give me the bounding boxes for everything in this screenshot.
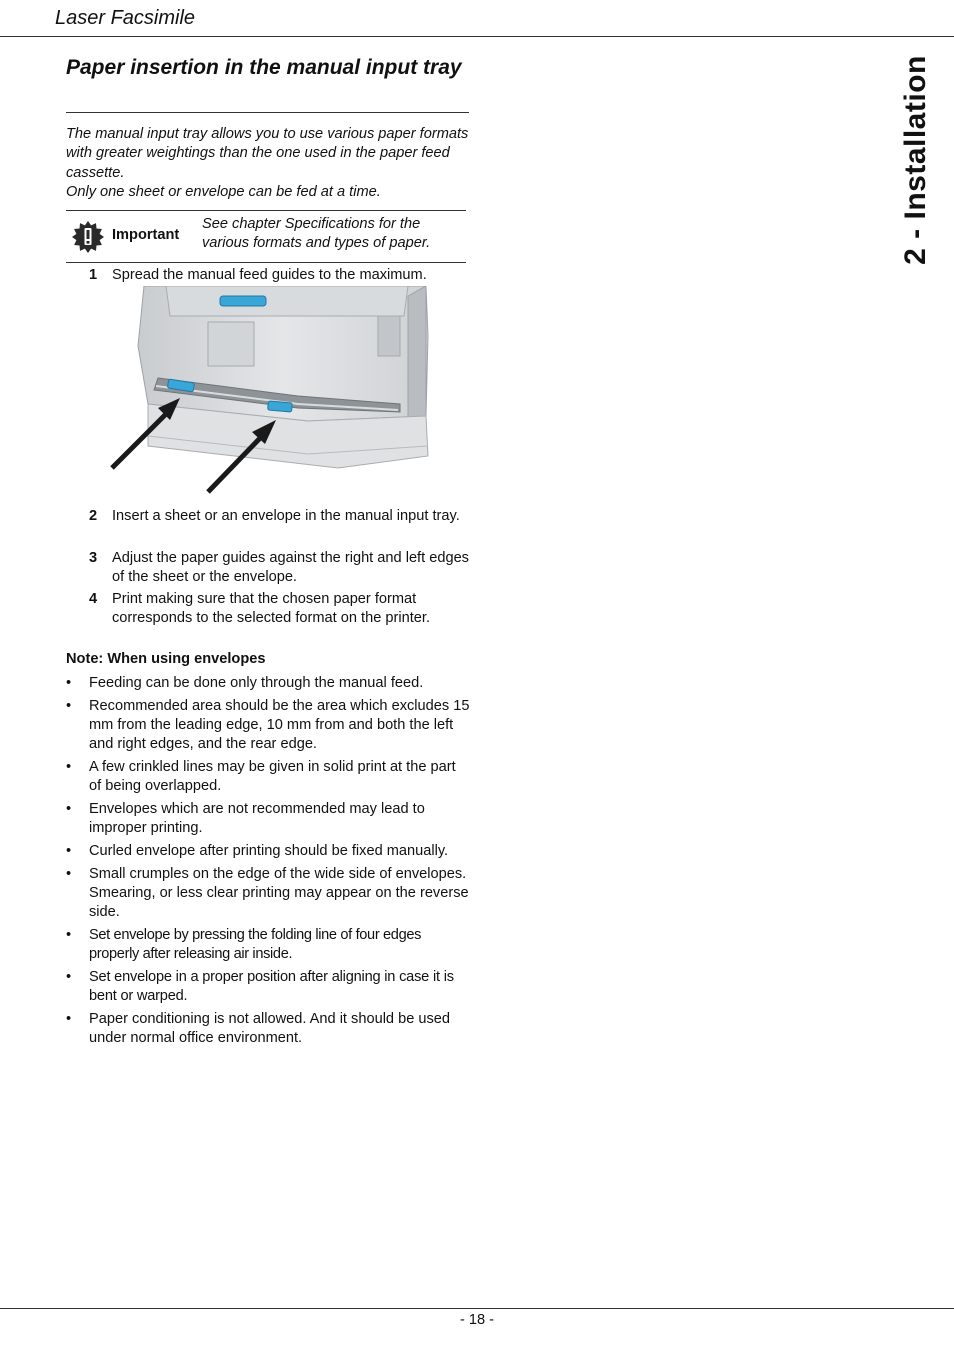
page-number: - 18 - bbox=[459, 1312, 495, 1328]
step-3 bbox=[89, 549, 469, 588]
step-text: Adjust the paper guides against the right and left edges of the sheet or the envelope. bbox=[112, 550, 469, 586]
running-header: Laser Facsimile bbox=[55, 7, 196, 29]
bullet-marker: • bbox=[66, 800, 72, 817]
list-item-text: Envelopes which are not recommended may lead to improper printing. bbox=[89, 800, 425, 837]
list-item bbox=[66, 697, 471, 755]
note-title: Note: When using envelopes bbox=[66, 651, 266, 667]
list-item bbox=[66, 865, 471, 923]
step-4 bbox=[89, 590, 469, 629]
step-number: 4 bbox=[89, 591, 98, 607]
important-callout bbox=[66, 210, 466, 263]
list-item bbox=[66, 800, 471, 839]
list-item bbox=[66, 674, 471, 693]
right-feed-guide bbox=[268, 401, 293, 412]
list-item-text: Small crumples on the edge of the wide side of envelopes. Smearing, or less clear printing may appear on the reverse side. bbox=[89, 865, 469, 921]
step-number: 1 bbox=[89, 267, 98, 283]
list-item-text: Set envelope in a proper position after aligning in case it is bent or warped. bbox=[89, 968, 454, 1005]
step-text: Print making sure that the chosen paper format corresponds to the selected format on the printer. bbox=[112, 591, 430, 627]
important-text: See chapter Specifications for the various formats and types of paper. bbox=[202, 216, 431, 252]
section-title: Paper insertion in the manual input tray bbox=[66, 56, 462, 79]
list-item-text: A few crinkled lines may be given in solid print at the part of being overlapped. bbox=[89, 758, 456, 795]
step-text: Spread the manual feed guides to the maximum. bbox=[112, 267, 427, 283]
title-rule bbox=[66, 112, 469, 113]
bullet-marker: • bbox=[66, 842, 72, 859]
footer-rule bbox=[0, 1308, 954, 1309]
top-blue-latch bbox=[220, 296, 266, 306]
bullet-marker: • bbox=[66, 968, 71, 985]
list-item bbox=[66, 926, 471, 965]
important-label: Important bbox=[112, 227, 180, 243]
list-item-text: Feeding can be done only through the manual feed. bbox=[89, 675, 424, 691]
step-2 bbox=[89, 507, 469, 526]
intro-paragraph: The manual input tray allows you to use various paper formats with greater weightings than the one used in the paper feed cassette. bbox=[66, 126, 469, 181]
bullet-marker: • bbox=[66, 697, 72, 714]
header-rule bbox=[0, 36, 954, 37]
intro-paragraph: Only one sheet or envelope can be fed at a time. bbox=[66, 183, 381, 200]
list-item bbox=[66, 758, 471, 797]
chapter-side-tab-label: 2 - Installation bbox=[899, 55, 932, 265]
intro-text bbox=[66, 125, 471, 202]
step-number: 2 bbox=[89, 508, 98, 524]
chapter-side-tab bbox=[866, 55, 954, 265]
printer-manual-tray-illustration bbox=[108, 286, 470, 496]
list-item-text: Set envelope by pressing the folding line of four edges properly after releasing air inside. bbox=[89, 926, 422, 963]
step-number: 3 bbox=[89, 550, 98, 566]
step-text: Insert a sheet or an envelope in the manual input tray. bbox=[112, 508, 460, 524]
list-item bbox=[66, 968, 471, 1007]
envelope-notes-list bbox=[66, 674, 471, 1052]
bullet-marker: • bbox=[66, 926, 71, 943]
list-item-text: Recommended area should be the area which excludes 15 mm from the leading edge, 10 mm from and both the left and right edges, and the rear edge. bbox=[89, 697, 470, 753]
bullet-marker: • bbox=[66, 758, 72, 775]
step-1 bbox=[89, 266, 469, 285]
list-item-text: Paper conditioning is not allowed. And it should be used under normal office environment. bbox=[89, 1010, 451, 1047]
warning-badge-icon bbox=[72, 221, 104, 253]
list-item bbox=[66, 842, 471, 861]
list-item bbox=[66, 1010, 471, 1049]
bullet-marker: • bbox=[66, 675, 72, 691]
bullet-marker: • bbox=[66, 1010, 72, 1027]
list-item-text: Curled envelope after printing should be fixed manually. bbox=[89, 842, 449, 859]
bullet-marker: • bbox=[66, 865, 72, 882]
